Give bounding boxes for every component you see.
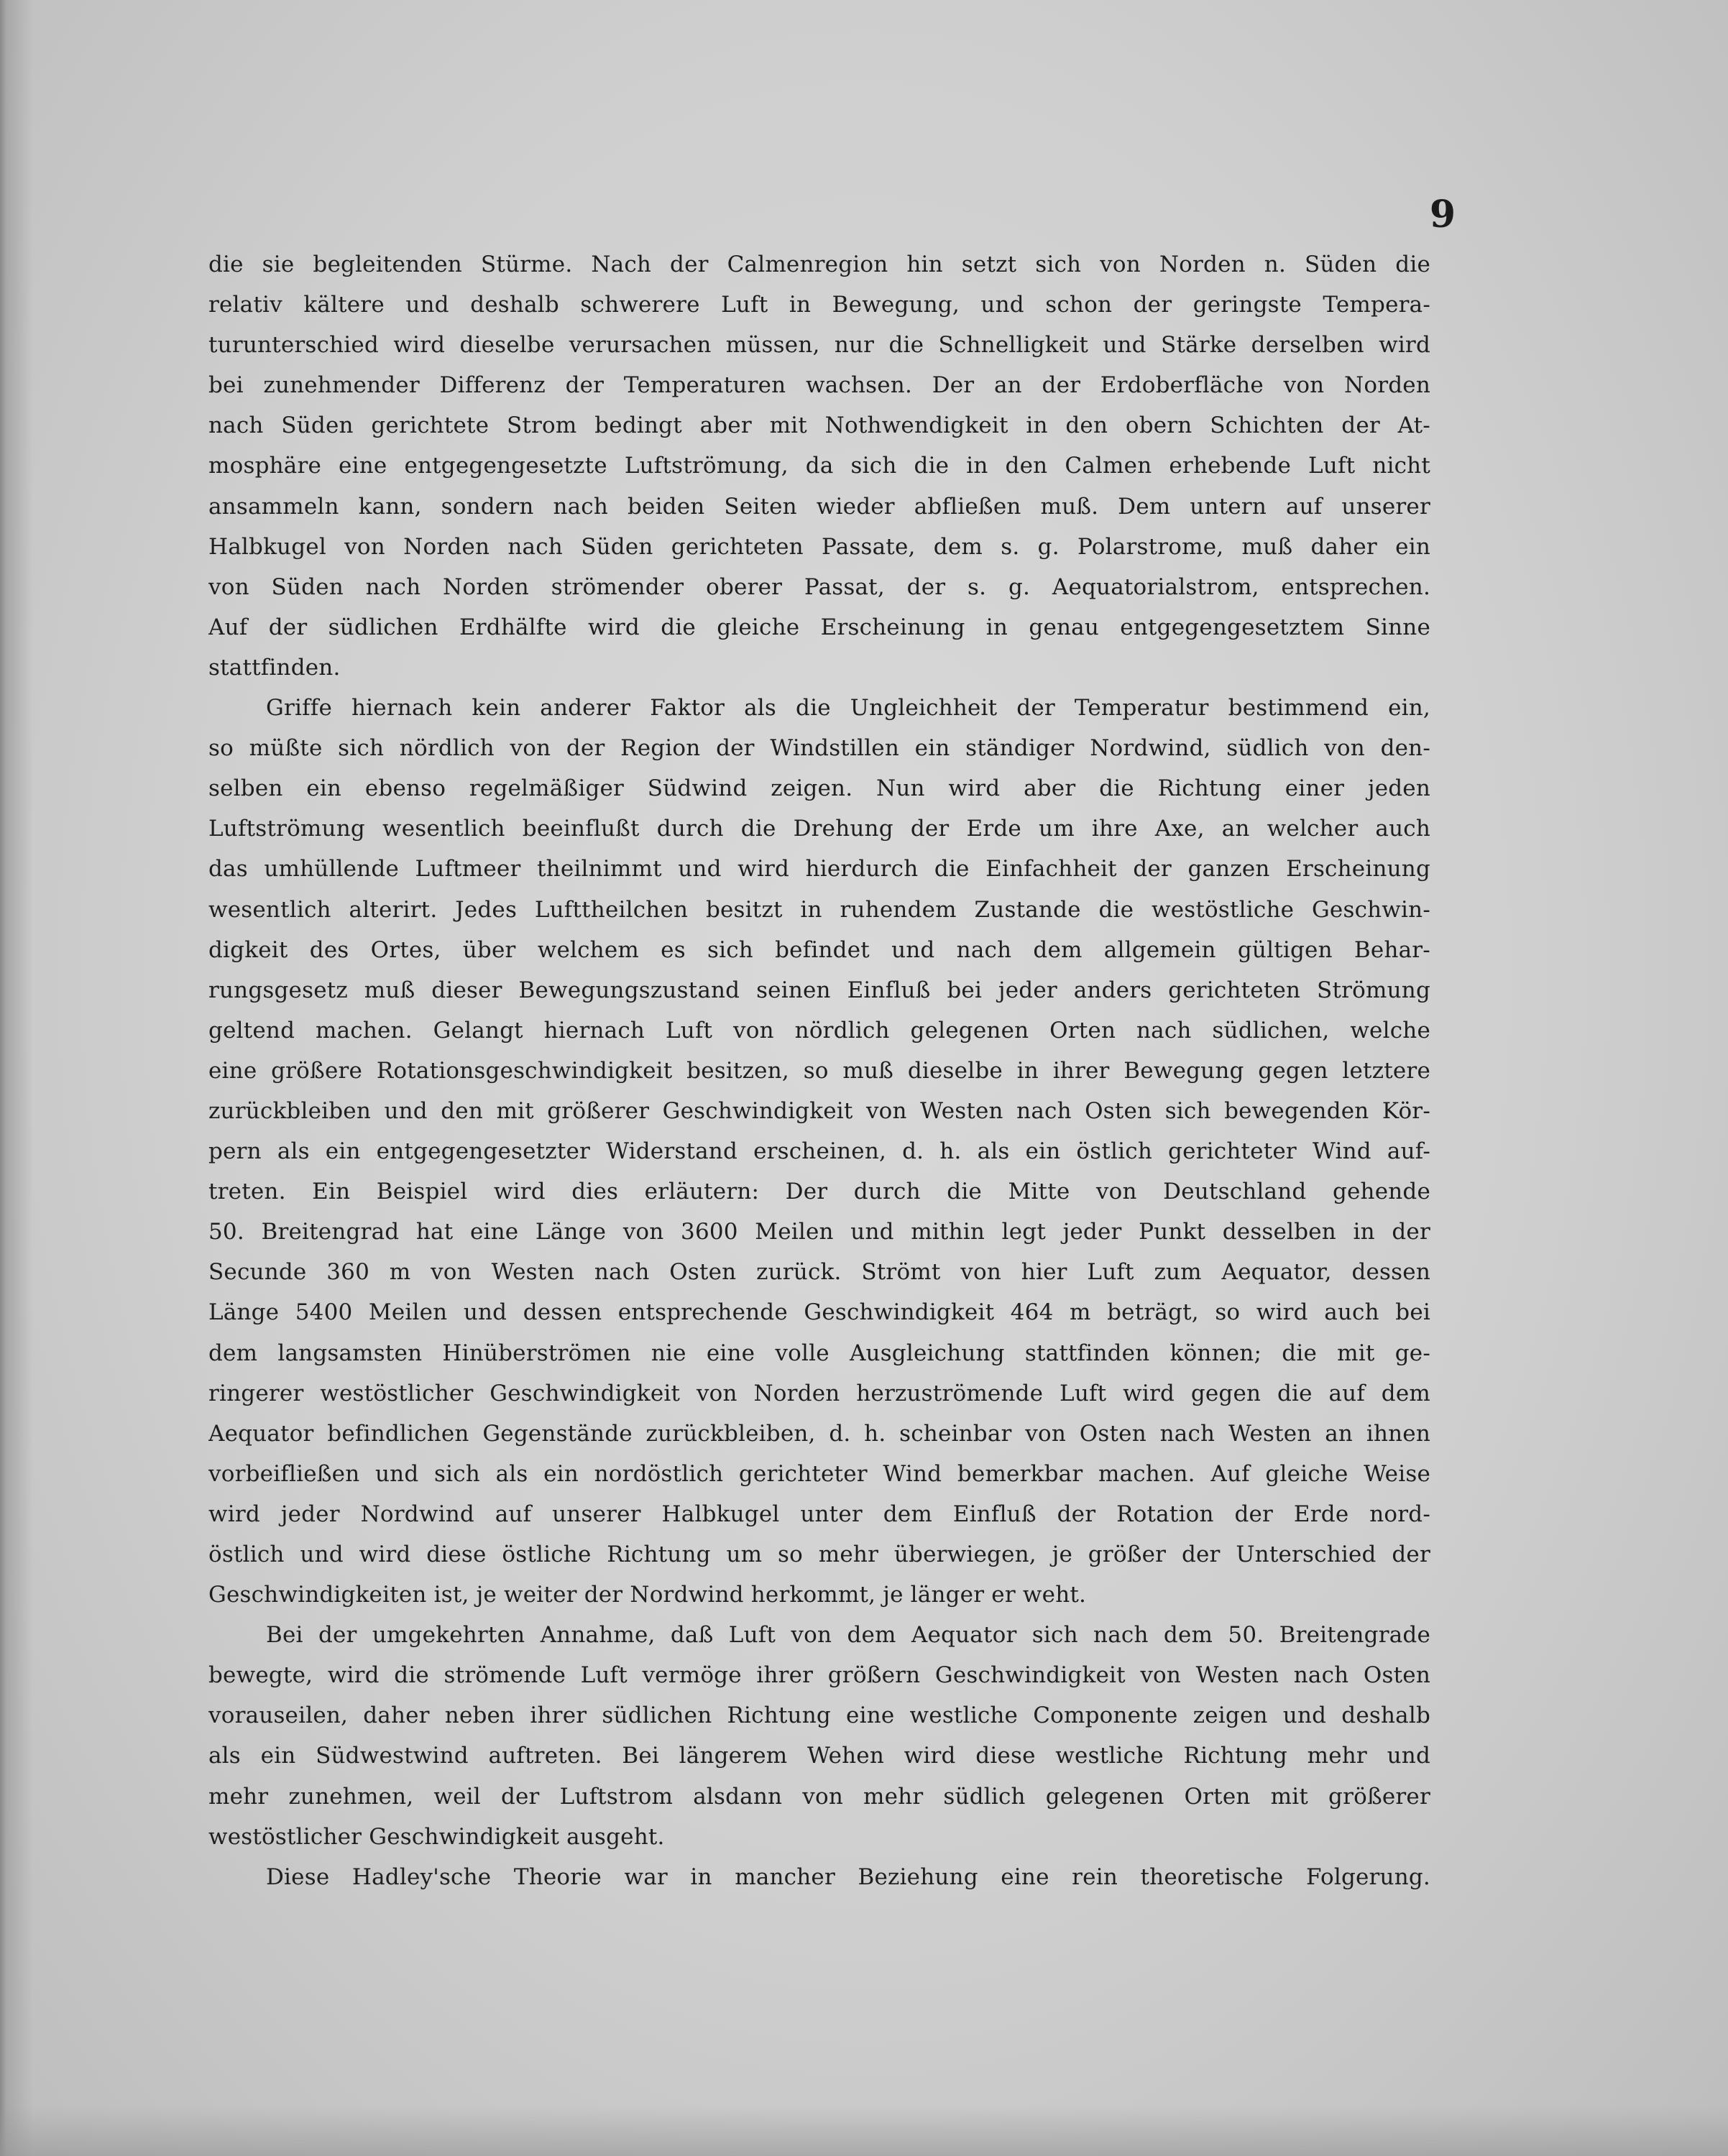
paragraph-1: [208, 244, 1430, 688]
text-line: so müßte sich nördlich von der Region der Windstillen ein ständiger Nordwind, südlich von den-: [208, 735, 1430, 762]
text-line: vorbeifließen und sich als ein nordöstlich gerichteter Wind bemerkbar machen. Auf gleiche Weise: [208, 1460, 1430, 1487]
text-line: Geschwindigkeiten ist, je weiter der Nordwind herkommt, je länger er weht.: [208, 1582, 1087, 1608]
text-line: treten. Ein Beispiel wird dies erläutern: Der durch die Mitte von Deutschland gehende: [208, 1179, 1430, 1205]
text-line: ringerer westöstlicher Geschwindigkeit von Norden herzuströmende Luft wird gegen die auf dem: [208, 1380, 1430, 1406]
text-line: vorauseilen, daher neben ihrer südlichen Richtung eine westliche Componente zeigen und deshalb: [208, 1703, 1430, 1729]
text-line: Länge 5400 Meilen und dessen entsprechende Geschwindigkeit 464 m beträgt, so wird auch bei: [208, 1299, 1430, 1326]
text-line: Diese Hadley'sche Theorie war in mancher Beziehung eine rein theoretische Folgerung.: [266, 1864, 1430, 1890]
text-line: als ein Südwestwind auftreten. Bei längerem Wehen wird diese westliche Richtung mehr und: [208, 1743, 1430, 1769]
text-line: Secunde 360 m von Westen nach Osten zurück. Strömt von hier Luft zum Aequator, dessen: [208, 1259, 1430, 1286]
text-line: geltend machen. Gelangt hiernach Luft von nördlich gelegenen Orten nach südlichen, welche: [208, 1017, 1430, 1044]
text-line: selben ein ebenso regelmäßiger Südwind zeigen. Nun wird aber die Richtung einer jeden: [208, 775, 1430, 802]
text-line: bewegte, wird die strömende Luft vermöge ihrer größern Geschwindigkeit von Westen nach Osten: [208, 1662, 1430, 1689]
text-line: Aequator befindlichen Gegenstände zurückbleiben, d. h. scheinbar von Osten nach Westen an ihnen: [208, 1420, 1430, 1447]
text-line: stattfinden.: [208, 654, 341, 681]
text-line: das umhüllende Luftmeer theilnimmt und wird hierdurch die Einfachheit der ganzen Erscheinung: [208, 856, 1430, 883]
text-line: turunterschied wird dieselbe verursachen müssen, nur die Schnelligkeit und Stärke derselben wird: [208, 332, 1430, 359]
text-line: Luftströmung wesentlich beeinflußt durch die Drehung der Erde um ihre Axe, an welcher auch: [208, 816, 1430, 842]
text-line: rungsgesetz muß dieser Bewegungszustand seinen Einfluß bei jeder anders gerichteten Strömung: [208, 977, 1430, 1003]
text-line: zurückbleiben und den mit größerer Geschwindigkeit von Westen nach Osten sich bewegenden Kör-: [208, 1097, 1430, 1124]
text-line: Bei der umgekehrten Annahme, daß Luft von dem Aequator sich nach dem 50. Breitengrade: [266, 1622, 1430, 1649]
page-number: 9: [1429, 193, 1456, 236]
text-line: wesentlich alterirt. Jedes Lufttheilchen besitzt in ruhendem Zustande die westöstliche Geschwin-: [208, 896, 1430, 923]
paragraph-3: [208, 1615, 1430, 1857]
text-line: mehr zunehmen, weil der Luftstrom alsdann von mehr südlich gelegenen Orten mit größerer: [208, 1783, 1430, 1810]
text-line: nach Süden gerichtete Strom bedingt aber mit Nothwendigkeit in den obern Schichten der At-: [208, 413, 1430, 439]
text-line: Halbkugel von Norden nach Süden gerichteten Passate, dem s. g. Polarstrome, muß daher ein: [208, 533, 1430, 560]
text-line: 50. Breitengrad hat eine Länge von 3600 Meilen und mithin legt jeder Punkt desselben in der: [208, 1219, 1430, 1245]
paragraph-4: [208, 1857, 1430, 1897]
text-line: wird jeder Nordwind auf unserer Halbkugel unter dem Einfluß der Rotation der Erde nord-: [208, 1501, 1430, 1527]
text-line: eine größere Rotationsgeschwindigkeit besitzen, so muß dieselbe in ihrer Bewegung gegen letztere: [208, 1057, 1430, 1084]
page-edge-shadow: [0, 2106, 1728, 2156]
text-line: dem langsamsten Hinüberströmen nie eine volle Ausgleichung stattfinden können; die mit ge-: [208, 1340, 1430, 1366]
text-line: mosphäre eine entgegengesetzte Luftströmung, da sich die in den Calmen erhebende Luft nicht: [208, 453, 1430, 479]
text-line: die sie begleitenden Stürme. Nach der Calmenregion hin setzt sich von Norden n. Süden die: [208, 252, 1430, 277]
text-line: pern als ein entgegengesetzter Widerstand erscheinen, d. h. als ein östlich gerichteter Wind auf-: [208, 1138, 1430, 1165]
text-line: Griffe hiernach kein anderer Faktor als die Ungleichheit der Temperatur bestimmend ein,: [266, 695, 1430, 722]
text-line: von Süden nach Norden strömender oberer Passat, der s. g. Aequatorialstrom, entsprechen.: [208, 573, 1430, 600]
text-line: digkeit des Ortes, über welchem es sich befindet und nach dem allgemein gültigen Behar-: [208, 936, 1430, 963]
text-line: ansammeln kann, sondern nach beiden Seiten wieder abfließen muß. Dem untern auf unserer: [208, 493, 1430, 520]
paragraph-2: [208, 688, 1430, 1615]
page-spine-shadow: [0, 0, 33, 2156]
text-line: relativ kältere und deshalb schwerere Luft in Bewegung, und schon der geringste Tempera-: [208, 292, 1430, 318]
body-text: [208, 244, 1430, 1897]
text-line: westöstlicher Geschwindigkeit ausgeht.: [208, 1823, 665, 1850]
text-line: bei zunehmender Differenz der Temperaturen wachsen. Der an der Erdoberfläche von Norden: [208, 372, 1430, 399]
text-line: östlich und wird diese östliche Richtung um so mehr überwiegen, je größer der Unterschied der: [208, 1542, 1430, 1567]
text-line: Auf der südlichen Erdhälfte wird die gleiche Erscheinung in genau entgegengesetztem Sinne: [208, 614, 1430, 640]
